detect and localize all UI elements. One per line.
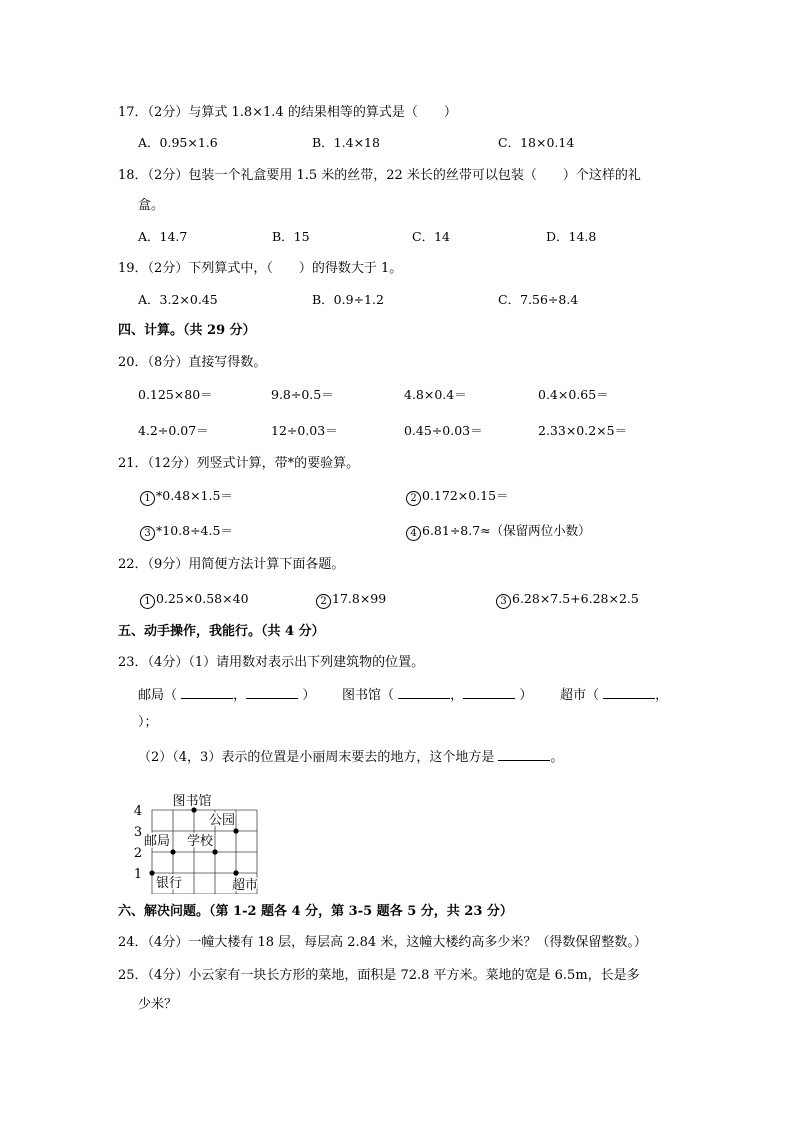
q23-library-line (342, 686, 532, 705)
comma: ， (233, 688, 247, 703)
map-point-label: 图书馆 (172, 794, 212, 809)
q21-expression: *10.8÷4.5＝ (156, 523, 233, 538)
y-tick-label: 4 (133, 804, 143, 819)
q20-item: 12÷0.03＝ (271, 423, 338, 438)
section-6-heading: 六、解决问题。（第 1-2 题各 4 分，第 3-5 题各 5 分，共 23 分） (118, 904, 513, 919)
close-paren: ） (302, 688, 316, 703)
q23-continuation: ）； (138, 715, 158, 730)
library-x-blank[interactable] (398, 686, 450, 699)
q17-option-a: A．0.95×1.6 (138, 135, 218, 150)
map-point-label: 学校 (186, 834, 213, 849)
circled-number: 2 (316, 594, 331, 609)
post-office-label: 邮局（ (138, 688, 178, 703)
q23-part2-blank[interactable] (498, 748, 550, 761)
period: 。 (550, 750, 564, 765)
q21-item-3 (140, 522, 233, 541)
y-tick-label: 1 (133, 867, 143, 882)
supermarket-x-blank[interactable] (603, 686, 655, 699)
y-tick-label: 3 (133, 825, 143, 840)
q19-stem: 19．（2分）下列算式中，（ ）的得数大于 1。 (118, 261, 403, 276)
q22-expression: 6.28×7.5+6.28×2.5 (512, 591, 639, 606)
q21-expression: *0.48×1.5＝ (156, 488, 233, 503)
map-point (212, 849, 217, 854)
q17-option-b: B．1.4×18 (312, 135, 380, 150)
q23-stem: 23．（4分）（1）请用数对表示出下列建筑物的位置。 (118, 655, 425, 670)
map-point (233, 870, 238, 875)
circled-number: 1 (140, 594, 155, 609)
map-point (233, 828, 238, 833)
coordinate-map (130, 772, 275, 894)
q25-stem-line1: 25．（4分）小云家有一块长方形的菜地，面积是 72.8 平方米。菜地的宽是 6.5m，长是多 (118, 968, 640, 983)
map-point-label: 超市 (232, 878, 259, 893)
circled-number: 4 (406, 526, 421, 541)
q22-item-1 (140, 590, 249, 609)
q19-option-c: C．7.56÷8.4 (498, 292, 579, 307)
q22-stem: 22．（9分）用简便方法计算下面各题。 (118, 557, 345, 572)
map-point-label: 公园 (208, 813, 235, 828)
q20-item: 0.45÷0.03＝ (404, 423, 483, 438)
q21-expression: 0.172×0.15＝ (422, 488, 509, 503)
q24-stem: 24．（4分）一幢大楼有 18 层，每层高 2.84 米，这幢大楼约高多少米？（得数保留整数。） (118, 935, 647, 950)
map-point (149, 870, 154, 875)
q20-stem: 20．（8分）直接写得数。 (118, 355, 267, 370)
section-5-heading: 五、动手操作，我能行。（共 4 分） (118, 624, 325, 639)
post-office-y-blank[interactable] (246, 686, 298, 699)
library-y-blank[interactable] (463, 686, 515, 699)
q21-item-2 (406, 487, 509, 506)
map-point (170, 849, 175, 854)
q22-expression: 17.8×99 (332, 591, 387, 606)
q20-item: 2.33×0.2×5＝ (538, 423, 628, 438)
map-point-label: 邮局 (143, 834, 170, 849)
q18-option-b: B．15 (272, 229, 310, 244)
q18-option-a: A．14.7 (138, 229, 188, 244)
q25-stem-line2: 少米？ (138, 997, 178, 1012)
q18-option-d: D．14.8 (546, 229, 597, 244)
comma: ， (655, 688, 669, 703)
q20-item: 4.2÷0.07＝ (138, 423, 209, 438)
q21-stem: 21．（12分）列竖式计算，带*的要验算。 (118, 456, 360, 471)
q23-supermarket-line (560, 686, 668, 705)
post-office-x-blank[interactable] (181, 686, 233, 699)
y-tick-label: 2 (133, 846, 143, 861)
q20-item: 0.4×0.65＝ (538, 387, 609, 402)
q17-option-c: C．18×0.14 (498, 135, 575, 150)
q23-part2 (138, 748, 563, 767)
q21-item-1 (140, 487, 233, 506)
q21-item-4 (406, 522, 591, 541)
library-label: 图书馆（ (342, 688, 395, 703)
q18-stem-line1: 18．（2分）包装一个礼盒要用 1.5 米的丝带，22 米长的丝带可以包装（ ）个这样的礼 (118, 168, 641, 183)
q23-part2-text: （2）（4，3）表示的位置是小丽周末要去的地方，这个地方是 (138, 750, 495, 765)
q17-stem: 17．（2分）与算式 1.8×1.4 的结果相等的算式是（ ） (118, 105, 457, 120)
q20-item: 0.125×80＝ (138, 387, 213, 402)
supermarket-label: 超市（ (560, 688, 600, 703)
circled-number: 3 (496, 594, 511, 609)
q20-item: 4.8×0.4＝ (404, 387, 467, 402)
close-paren: ） (519, 688, 533, 703)
circled-number: 3 (140, 526, 155, 541)
q19-option-a: A．3.2×0.45 (138, 292, 218, 307)
q18-stem-line2: 盒。 (138, 198, 165, 213)
map-point-label: 银行 (156, 876, 183, 891)
q23-post-office-line (138, 686, 315, 705)
q22-expression: 0.25×0.58×40 (156, 591, 249, 606)
q22-item-2 (316, 590, 386, 609)
circled-number: 2 (406, 491, 421, 506)
q19-option-b: B．0.9÷1.2 (312, 292, 384, 307)
q18-option-c: C．14 (412, 229, 450, 244)
map-points (144, 793, 258, 893)
section-4-heading: 四、计算。（共 29 分） (118, 323, 256, 338)
q22-item-3 (496, 590, 639, 609)
q21-expression: 6.81÷8.7≈（保留两位小数） (422, 523, 591, 538)
q20-item: 9.8÷0.5＝ (271, 387, 334, 402)
circled-number: 1 (140, 491, 155, 506)
comma: ， (450, 688, 464, 703)
